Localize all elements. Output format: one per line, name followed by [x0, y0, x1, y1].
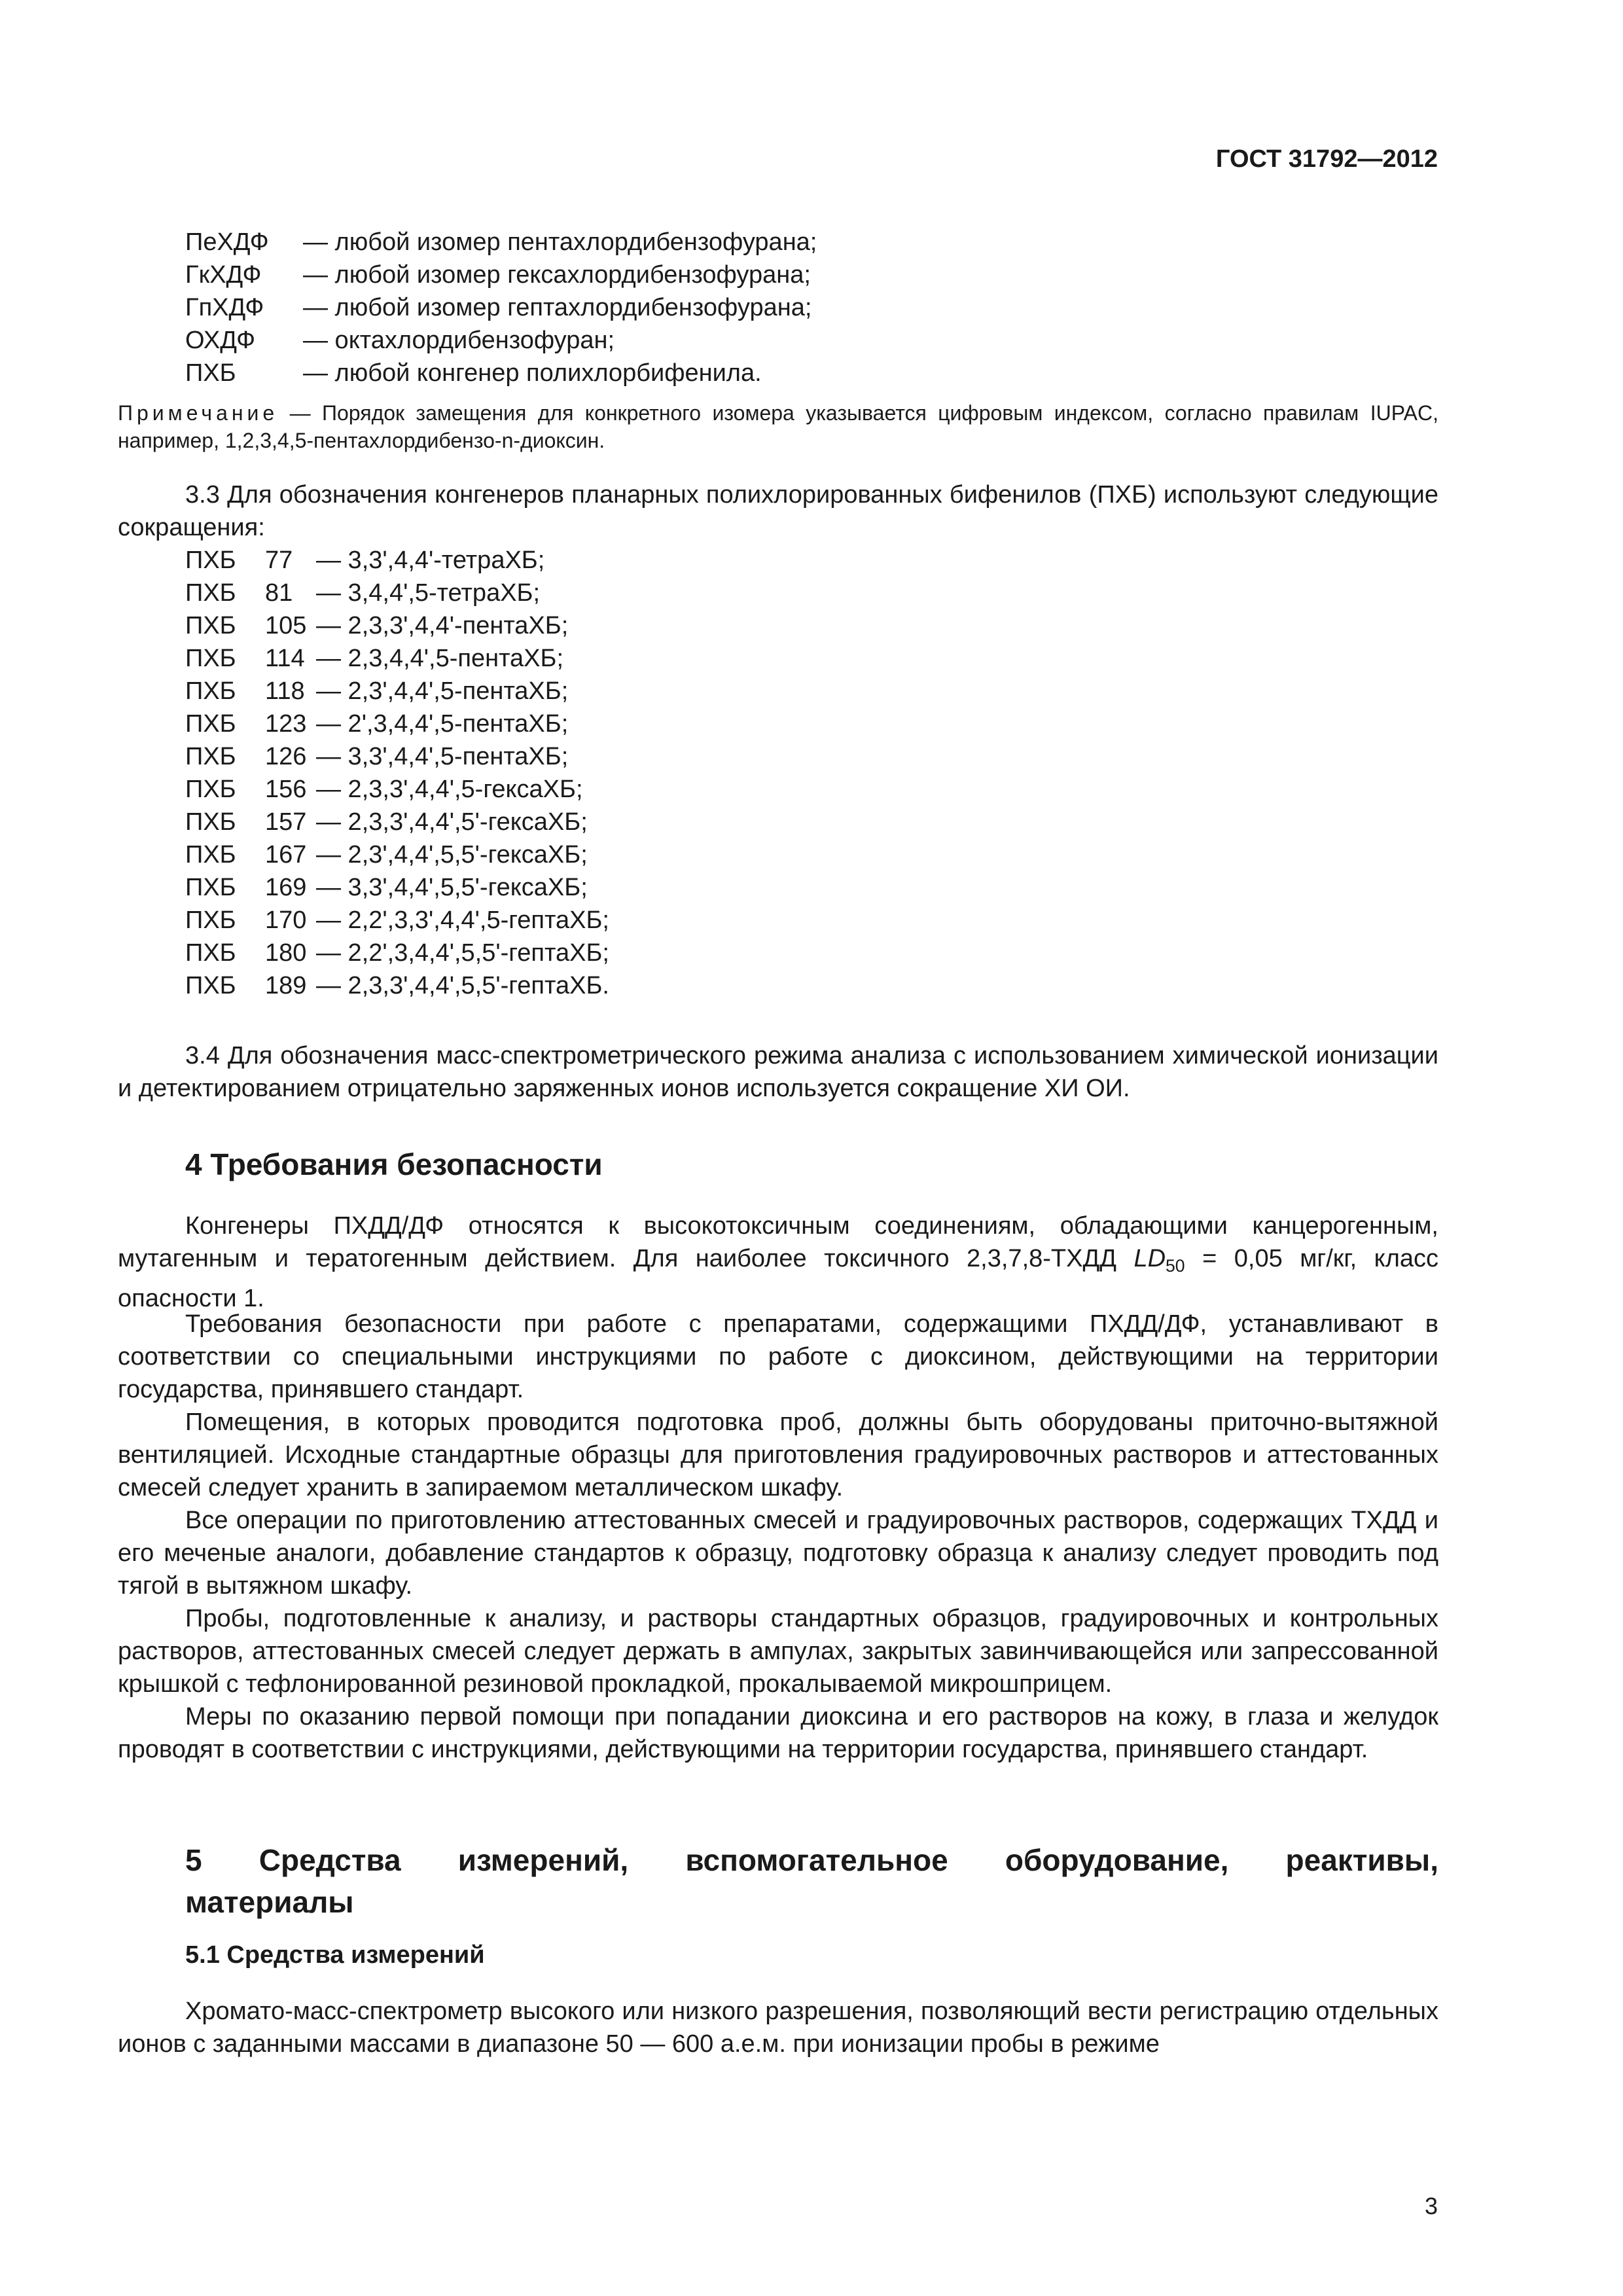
- abbreviation-list: [185, 226, 817, 389]
- pcb-number: 114: [265, 645, 305, 672]
- list-item: [185, 357, 817, 389]
- pcb-number: 157: [265, 808, 307, 836]
- list-item: [185, 838, 609, 871]
- paragraph-text: = 0,05 мг/кг, класс опасности 1.: [118, 1245, 1439, 1312]
- list-item: [185, 740, 609, 773]
- list-item: [185, 642, 609, 675]
- pcb-number: 167: [265, 841, 307, 869]
- abbreviation-definition: — любой изомер гептахлордибензофурана;: [303, 294, 812, 321]
- abbreviation-definition: — любой изомер пентахлордибензофурана;: [303, 228, 817, 256]
- pcb-formula: — 2,3,4,4',5-пентаХБ;: [316, 645, 564, 672]
- pcb-label: ПХБ: [185, 874, 236, 901]
- pcb-number: 123: [265, 710, 307, 738]
- section-4-paragraph-4: Все операции по приготовлению аттестованных смесей и градуировочных растворов, содержащих ТХДД и его меченые аналоги, добавление стандартов к образцу, подготовку образца к анализу следует проводить под тягой в вытяжном шкафу.: [118, 1507, 1438, 1600]
- pcb-label: ПХБ: [185, 906, 236, 934]
- list-item: [185, 937, 609, 969]
- section-4-paragraph-1: [118, 1210, 1438, 1315]
- pcb-formula: — 2,3',4,4',5-пентаХБ;: [316, 677, 569, 705]
- abbreviation-definition: — любой изомер гексахлордибензофурана;: [303, 261, 811, 289]
- pcb-formula: — 2,3',4,4',5,5'-гексаХБ;: [316, 841, 588, 869]
- section-5-heading: 5 Средства измерений, вспомогательное оборудование, реактивы,: [185, 1843, 1438, 1877]
- pcb-label: ПХБ: [185, 579, 236, 607]
- section-5-1-heading: 5.1 Средства измерений: [185, 1941, 485, 1969]
- section-4-heading: 4 Требования безопасности: [185, 1147, 603, 1181]
- list-item: [185, 969, 609, 1002]
- pcb-label: ПХБ: [185, 841, 236, 869]
- list-item: [185, 226, 817, 259]
- pcb-label: ПХБ: [185, 677, 236, 705]
- pcb-label: ПХБ: [185, 776, 236, 803]
- section-4-paragraph-6: Меры по оказанию первой помощи при попадании диоксина и его растворов на кожу, в глаза и желудок проводят в соответствии с инструкциями, действующими на территории государства, принявшего стандарт.: [118, 1703, 1438, 1763]
- abbreviation-code: ОХДФ: [185, 327, 255, 354]
- abbreviation-definition: — октахлордибензофуран;: [303, 327, 615, 354]
- pcb-formula: — 2,2',3,3',4,4',5-гептаХБ;: [316, 906, 609, 934]
- list-item: [185, 544, 609, 577]
- ld-symbol: LD: [1133, 1245, 1166, 1272]
- section-5-heading-continued: материалы: [185, 1885, 354, 1919]
- pcb-number: 81: [265, 579, 293, 607]
- pcb-number: 189: [265, 972, 307, 999]
- abbreviation-code: ГкХДФ: [185, 261, 262, 289]
- pcb-label: ПХБ: [185, 972, 236, 999]
- note: [118, 399, 1438, 454]
- list-item: [185, 259, 817, 291]
- list-item: [185, 291, 817, 324]
- list-item: [185, 904, 609, 937]
- pcb-number: 170: [265, 906, 307, 934]
- pcb-label: ПХБ: [185, 743, 236, 770]
- pcb-formula: — 2,3,3',4,4',5'-гексаХБ;: [316, 808, 588, 836]
- ld-subscript: 50: [1166, 1256, 1185, 1276]
- pcb-formula: — 3,3',4,4',5-пентаХБ;: [316, 743, 569, 770]
- pcb-formula: — 2,3,3',4,4',5-гексаХБ;: [316, 776, 583, 803]
- pcb-label: ПХБ: [185, 547, 236, 574]
- list-item: [185, 806, 609, 838]
- section-5-1-paragraph: Хромато-масс-спектрометр высокого или низкого разрешения, позволяющий вести регистрацию отдельных ионов с заданными массами в диапазоне 50 — 600 а.е.м. при ионизации пробы в режиме: [118, 1998, 1438, 2058]
- page-number: 3: [1424, 2193, 1438, 2219]
- pcb-label: ПХБ: [185, 612, 236, 639]
- pcb-number: 126: [265, 743, 307, 770]
- section-4-paragraph-3: Помещения, в которых проводится подготовка проб, должны быть оборудованы приточно-вытяжной вентиляцией. Исходные стандартные образцы для приготовления градуировочных растворов и аттестованных смесей следует хранить в запираемом металлическом шкафу.: [118, 1408, 1438, 1501]
- list-item: [185, 675, 609, 708]
- pcb-formula: — 3,4,4',5-тетраХБ;: [316, 579, 541, 607]
- pcb-number: 118: [265, 677, 305, 705]
- abbreviation-code: ГпХДФ: [185, 294, 264, 321]
- section-4-paragraph-5: Пробы, подготовленные к анализу, и растворы стандартных образцов, градуировочных и контрольных растворов, аттестованных смесей следует держать в ампулах, закрытых завинчивающейся или запрессованной крышкой с тефлонированной резиновой прокладкой, прокалываемой микрошприцем.: [118, 1605, 1438, 1698]
- pcb-label: ПХБ: [185, 939, 236, 967]
- pcb-number: 180: [265, 939, 307, 967]
- list-item: [185, 609, 609, 642]
- pcb-label: ПХБ: [185, 645, 236, 672]
- section-3-4: 3.4 Для обозначения масс-спектрометрического режима анализа с использованием химической ионизации и детектированием отрицательно заряженных ионов используется сокращение ХИ ОИ.: [118, 1042, 1438, 1102]
- pcb-formula: — 2,3,3',4,4',5,5'-гептаХБ.: [316, 972, 609, 999]
- abbreviation-code: ПХБ: [185, 359, 236, 387]
- pcb-number: 105: [265, 612, 307, 639]
- pcb-formula: — 2,2',3,4,4',5,5'-гептаХБ;: [316, 939, 609, 967]
- list-item: [185, 708, 609, 740]
- pcb-formula: — 2',3,4,4',5-пентаХБ;: [316, 710, 569, 738]
- pcb-formula: — 3,3',4,4',5,5'-гексаХБ;: [316, 874, 588, 901]
- pcb-formula: — 2,3,3',4,4'-пентаХБ;: [316, 612, 569, 639]
- standard-code: ГОСТ 31792—2012: [1215, 145, 1438, 173]
- list-item: [185, 773, 609, 806]
- section-4-paragraph-2: Требования безопасности при работе с препаратами, содержащими ПХДД/ДФ, устанавливают в соответствии со специальными инструкциями по работе с диоксином, действующими на территории государства, принявшего стандарт.: [118, 1310, 1438, 1403]
- pcb-formula: — 3,3',4,4'-тетраХБ;: [316, 547, 545, 574]
- list-item: [185, 871, 609, 904]
- section-3-3-intro: 3.3 Для обозначения конгенеров планарных полихлорированных бифенилов (ПХБ) используют следующие сокращения:: [118, 481, 1438, 541]
- pcb-number: 169: [265, 874, 307, 901]
- note-label: Примечание: [118, 401, 279, 425]
- abbreviation-definition: — любой конгенер полихлорбифенила.: [303, 359, 762, 387]
- pcb-number: 77: [265, 547, 293, 574]
- paragraph-text: Конгенеры ПХДД/ДФ относятся к высокотоксичным соединениям, обладающими канцерогенным, мутагенным и тератогенным действием. Для наиболее токсичного 2,3,7,8-ТХДД: [118, 1212, 1438, 1272]
- pcb-label: ПХБ: [185, 710, 236, 738]
- list-item: [185, 324, 817, 357]
- pcb-label: ПХБ: [185, 808, 236, 836]
- abbreviation-code: ПеХДФ: [185, 228, 269, 256]
- pcb-list: [185, 544, 609, 1002]
- pcb-number: 156: [265, 776, 307, 803]
- list-item: [185, 577, 609, 609]
- note-text: — Порядок замещения для конкретного изомера указывается цифровым индексом, согласно правилам IUPAC, например, 1,2,3,4,5-пентахлордибензо-n-диоксин.: [118, 401, 1438, 452]
